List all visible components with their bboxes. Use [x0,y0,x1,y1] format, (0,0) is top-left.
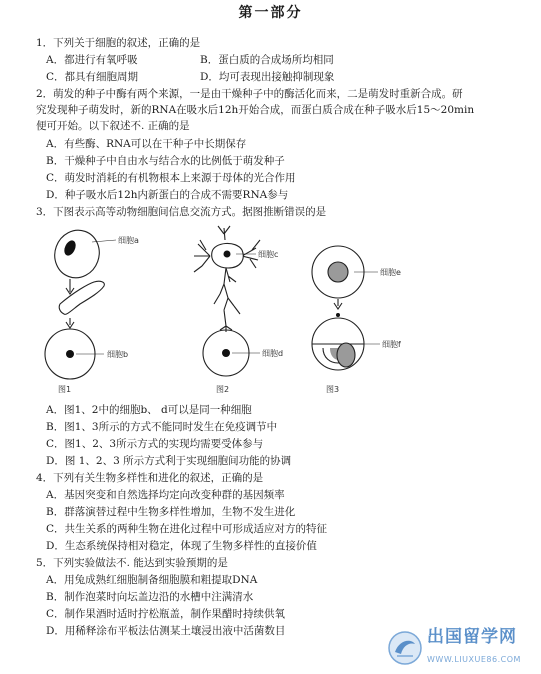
caption-figure-1: 图1 [58,385,72,394]
q1-option-b: B．蛋白质的合成场所均相同 [200,54,334,66]
q1-option-c: C．都具有细胞周期 [46,71,139,83]
q5-stem: 5．下列实验做法不. 能达到实验预期的是 [36,557,228,569]
q4-stem: 4．下列有关生物多样性和进化的叙述，正确的是 [36,472,264,484]
q3-option-c: C．图1、2、3所示方式的实现均需要受体参与 [46,438,264,450]
q4-option-b: B．群落演替过程中生物多样性增加，生物不发生进化 [46,506,296,518]
page-title: 第一部分 [238,5,303,21]
q1-option-a: A．都进行有氧呼吸 [46,54,138,66]
label-cell-d: 细胞d [262,349,284,358]
q1-option-d: D．均可表现出接触抑制现象 [200,71,335,83]
q2-option-b: B．干燥种子中自由水与结合水的比例低于萌发种子 [46,155,285,167]
q4-option-a: A．基因突变和自然选择均定向改变种群的基因频率 [46,489,285,501]
q4-option-d: D．生态系统保持相对稳定，体现了生物多样性的直接价值 [46,540,317,552]
q5-option-d: D．用稀释涂布平板法估测某土壤浸出液中活菌数目 [46,625,286,637]
q2-stem-line1: 2．萌发的种子中酶有两个来源，一是由干燥种子中的酶活化而来，二是萌发时重新合成。研 [36,88,463,100]
q2-option-a: A．有些酶、RNA可以在干种子中长期保存 [46,138,247,150]
label-cell-e: 细胞e [380,268,401,277]
q3-option-a: A．图1、2中的细胞b、 d可以是同一种细胞 [46,404,252,416]
q3-stem: 3．下图表示高等动物细胞间信息交流方式。据图推断错误的是 [36,206,327,218]
caption-figure-2: 图2 [216,385,230,394]
site-watermark [387,628,535,668]
label-cell-a: 细胞a [118,236,139,245]
caption-figure-3: 图3 [326,385,340,394]
q5-option-b: B．制作泡菜时向坛盖边沿的水槽中注满清水 [46,591,254,603]
q2-stem-line2: 究发现种子萌发时，新的RNA在吸水后12h开始合成，而蛋白质合成在种子吸水后15～20min [36,104,475,116]
q2-option-c: C．萌发时消耗的有机物根本上来源于母体的光合作用 [46,172,296,184]
label-cell-c: 细胞c [258,250,279,259]
label-cell-b: 细胞b [107,350,129,359]
watermark-name: 出国留学网 [427,627,517,647]
figure-1 [45,224,116,379]
q4-option-c: C．共生关系的两种生物在进化过程中可形成适应对方的特征 [46,523,328,535]
label-cell-f: 细胞f [382,340,401,349]
q1-stem: 1．下列关于细胞的叙述，正确的是 [36,37,201,49]
q2-stem-line3: 便可开始。以下叙述不. 正确的是 [36,120,190,132]
q3-option-b: B．图1、3所示的方式不能同时发生在免疫调节中 [46,421,278,433]
figure-2 [194,226,260,376]
watermark-logo-icon [387,630,423,666]
q5-option-c: C．制作果酒时适时拧松瓶盖，制作果醋时持续供氧 [46,608,286,620]
cell-communication-figure [30,222,510,397]
watermark-url: WWW.LIUXUE86.COM [427,655,521,664]
q2-option-d: D．种子吸水后12h内新蛋白的合成不需要RNA参与 [46,189,289,201]
q3-option-d: D．图 1、2、3 所示方式利于实现细胞间功能的协调 [46,455,292,467]
q5-option-a: A．用兔成熟红细胞制备细胞膜和粗提取DNA [46,574,258,586]
figure-3 [312,246,380,370]
